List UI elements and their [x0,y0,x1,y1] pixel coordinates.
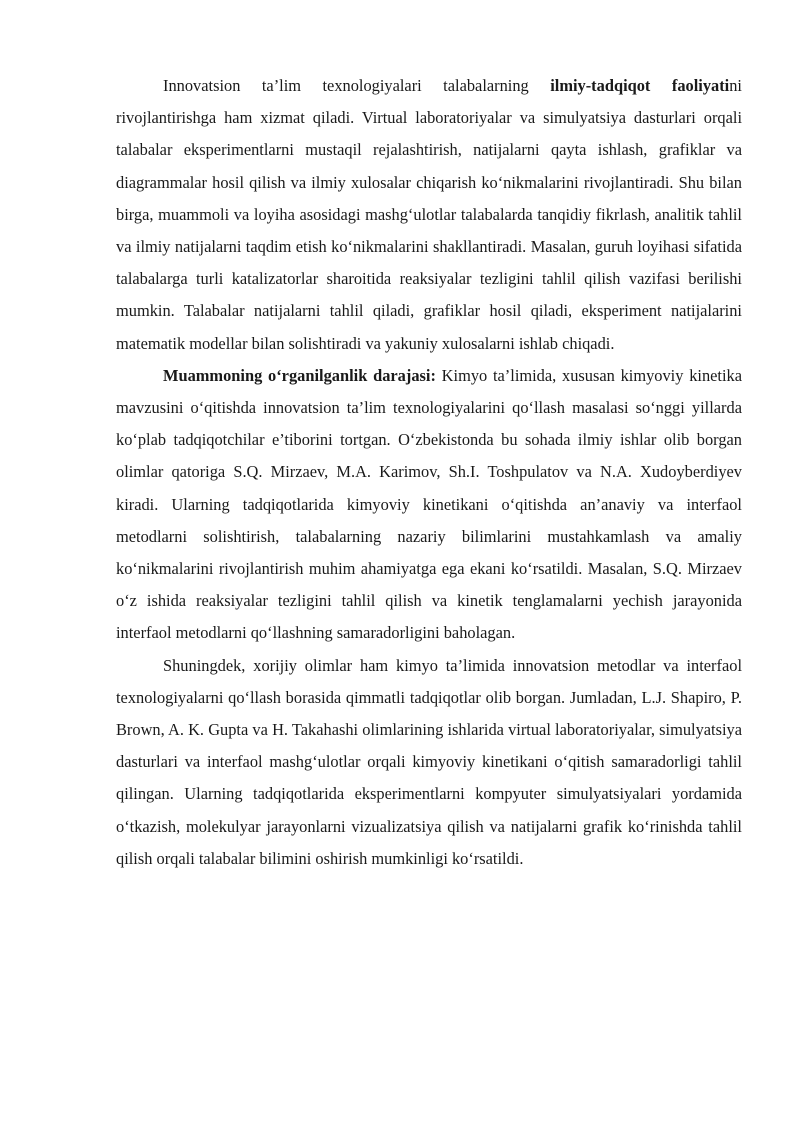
paragraph-study-level [116,360,742,650]
paragraph-1-bold-phrase: ilmiy-tadqiqot faoliyati [550,76,730,95]
paragraph-2-text-end: Kimyo ta’limida, xususan kimyoviy kinetika mavzusini o‘qitishda innovatsion ta’lim texnologiyalarini qo‘llash masalasi so‘nggi yillarda ko‘plab tadqiqotchilar e’tiborini tortgan. O‘zbekistonda bu sohada ilmiy ishlar olib borgan olimlar qatoriga S.Q. Mirzaev, M.A. Karimov, Sh.I. Toshpulatov va N.A. Xudoyberdiyev kiradi. Ularning tadqiqotlarida kimyoviy kinetikani o‘qitishda an’anaviy va interfaol metodlarni solishtirish, talabalarning nazariy bilimlarini mustahkamlash va amaliy ko‘nikmalarini rivojlantirish muhim ahamiyatga ega ekani ko‘rsatildi. Masalan, S.Q. Mirzaev o‘z ishida reaksiyalar tezligini tahlil qilish va kinetik tenglamalarni yechish jarayonida interfaol metodlarni qo‘llashning samaradorligini baholagan. [116,365,742,643]
paragraph-3-text: Shuningdek, xorijiy olimlar ham kimyo ta’limida innovatsion metodlar va interfaol texnologiyalarni qo‘llash borasida qimmatli tadqiqotlar olib borgan. Jumladan, L.J. Shapiro, P. Brown, A. K. Gupta va H. Takahashi olimlarining ishlarida virtual laboratoriyalar, simulyatsiya dasturlari va interfaol mashg‘ulotlar orqali kimyoviy kinetikani o‘qitish samaradorligi tahlil qilingan. Ularning tadqiqotlarida eksperimentlarni kompyuter simulyatsiyalari yordamida o‘tkazish, molekulyar jarayonlarni vizualizatsiya qilish va natijalarni grafik ko‘rinishda tahlil qilish orqali talabalar bilimini oshirish mumkinligi ko‘rsatildi. [116,655,742,868]
paragraph-research-activity [116,70,742,360]
paragraph-foreign-scholars [116,650,742,875]
document-page [116,70,742,875]
paragraph-1-text-start: Innovatsion ta’lim texnologiyalari talabalarning [163,76,551,95]
paragraph-2-bold-heading: Muammoning o‘rganilganlik darajasi: [163,365,436,385]
paragraph-1-text-end: ni rivojlantirishga ham xizmat qiladi. Virtual laboratoriyalar va simulyatsiya dasturlari orqali talabalar eksperimentlarni mustaqil rejalashtirish, natijalarni qayta ishlash, grafiklar va diagrammalar hosil qilish va ilmiy xulosalar chiqarish ko‘nikmalarini rivojlantiradi. Shu bilan birga, muammoli va loyiha asosidagi mashg‘ulotlar talabalarda tanqidiy fikrlash, analitik tahlil va ilmiy natijalarni taqdim etish ko‘nikmalarini shakllantiradi. Masalan, guruh loyihasi sifatida talabalarga turli katalizatorlar sharoitida reaksiyalar tezligini tahlil qilish vazifasi berilishi mumkin. Talabalar natijalarni tahlil qiladi, grafiklar hosil qiladi, eksperiment natijalarini matematik modellar bilan solishtiradi va yakuniy xulosalarni ishlab chiqadi. [116,76,742,353]
